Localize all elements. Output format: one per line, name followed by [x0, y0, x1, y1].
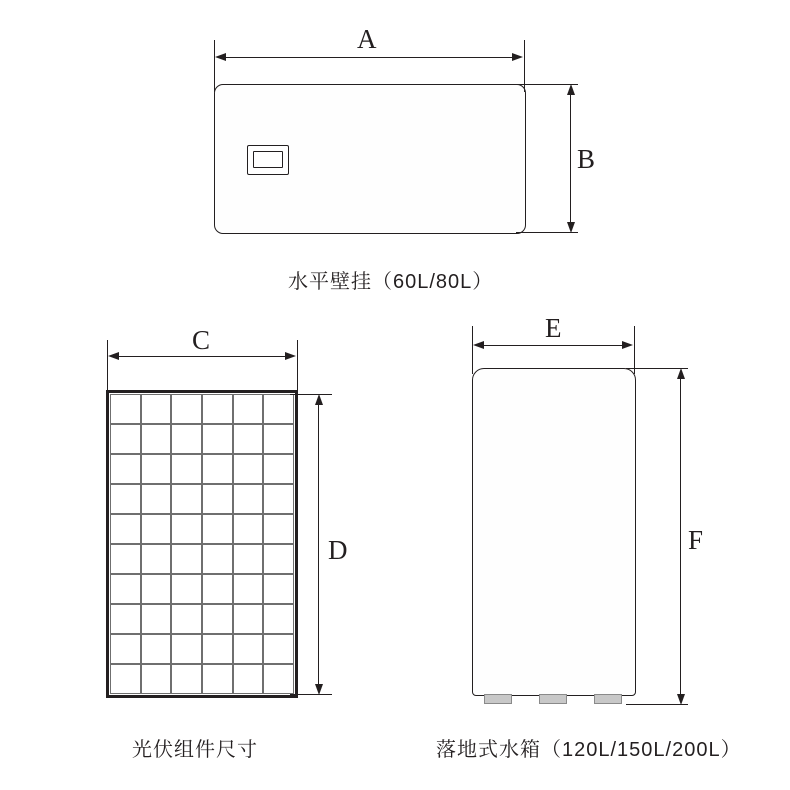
arrow-d-top: [315, 394, 323, 405]
pv-cell: [233, 574, 264, 604]
pv-cell: [263, 484, 294, 514]
arrow-d-bottom: [315, 684, 323, 695]
pv-cell: [202, 574, 233, 604]
dimension-label-d: D: [328, 535, 348, 565]
dimension-label-e: E: [545, 313, 562, 343]
extension-line-c-left: [107, 340, 108, 392]
pv-cell: [171, 394, 202, 424]
dimension-line-c: [115, 356, 289, 357]
pv-cell: [233, 604, 264, 634]
caption-floor-tank: 落地式水箱（120L/150L/200L）: [436, 739, 742, 761]
pv-cell: [141, 574, 172, 604]
caption-horizontal-tank: 水平壁挂（60L/80L）: [288, 271, 494, 293]
pv-cell: [171, 604, 202, 634]
pv-module-cell-grid: [110, 394, 294, 694]
pv-cell: [202, 514, 233, 544]
dimension-line-b: [570, 91, 571, 225]
pv-cell: [202, 454, 233, 484]
pv-cell: [233, 424, 264, 454]
pv-cell: [171, 634, 202, 664]
arrow-a-left: [215, 53, 226, 61]
pv-cell: [110, 424, 141, 454]
pv-cell: [141, 484, 172, 514]
tank-foot: [594, 694, 622, 704]
pv-cell: [233, 634, 264, 664]
pv-cell: [141, 544, 172, 574]
pv-cell: [233, 514, 264, 544]
pv-cell: [202, 634, 233, 664]
pv-cell: [141, 634, 172, 664]
pv-cell: [171, 574, 202, 604]
dimension-line-a: [222, 57, 516, 58]
pv-cell: [141, 514, 172, 544]
pv-cell: [110, 394, 141, 424]
arrow-c-left: [108, 352, 119, 360]
pv-cell: [263, 544, 294, 574]
pv-cell: [110, 454, 141, 484]
pv-cell: [202, 544, 233, 574]
arrow-e-right: [622, 341, 633, 349]
pv-cell: [202, 484, 233, 514]
dimension-label-a: A: [357, 24, 377, 54]
pv-cell: [141, 664, 172, 694]
pv-cell: [141, 454, 172, 484]
pv-cell: [263, 574, 294, 604]
pv-cell: [263, 514, 294, 544]
arrow-b-top: [567, 84, 575, 95]
pv-cell: [141, 394, 172, 424]
arrow-e-left: [473, 341, 484, 349]
pv-cell: [263, 424, 294, 454]
pv-cell: [233, 484, 264, 514]
pv-cell: [233, 394, 264, 424]
dimension-label-f: F: [688, 525, 704, 555]
pv-cell: [263, 454, 294, 484]
extension-line-d-top: [290, 394, 332, 395]
pv-cell: [110, 664, 141, 694]
pv-cell: [263, 634, 294, 664]
extension-line-e-right: [634, 326, 635, 374]
pv-cell: [263, 664, 294, 694]
dimension-label-b: B: [577, 144, 596, 174]
caption-pv-module: 光伏组件尺寸: [132, 739, 258, 761]
arrow-c-right: [285, 352, 296, 360]
control-panel-display: [253, 151, 283, 168]
pv-cell: [141, 424, 172, 454]
pv-cell: [233, 544, 264, 574]
dimension-line-d: [318, 401, 319, 687]
arrow-f-bottom: [677, 694, 685, 705]
dimension-line-e: [480, 345, 626, 346]
extension-line-e-left: [472, 326, 473, 374]
pv-cell: [202, 664, 233, 694]
arrow-a-right: [512, 53, 523, 61]
pv-cell: [202, 604, 233, 634]
pv-cell: [110, 544, 141, 574]
pv-cell: [171, 664, 202, 694]
tank-foot: [484, 694, 512, 704]
pv-cell: [263, 604, 294, 634]
dimension-line-f: [680, 375, 681, 697]
pv-cell: [171, 454, 202, 484]
pv-cell: [110, 514, 141, 544]
pv-cell: [171, 424, 202, 454]
pv-cell: [202, 394, 233, 424]
extension-line-d-bottom: [290, 694, 332, 695]
pv-cell: [263, 394, 294, 424]
extension-line-c-right: [297, 340, 298, 392]
dimension-label-c: C: [192, 325, 211, 355]
pv-cell: [171, 544, 202, 574]
tank-foot: [539, 694, 567, 704]
pv-cell: [233, 454, 264, 484]
pv-cell: [171, 514, 202, 544]
pv-cell: [110, 574, 141, 604]
floor-tank-body: [472, 368, 636, 696]
pv-cell: [171, 484, 202, 514]
pv-cell: [141, 604, 172, 634]
extension-line-a-left: [214, 40, 215, 92]
pv-cell: [110, 634, 141, 664]
pv-cell: [110, 604, 141, 634]
arrow-b-bottom: [567, 222, 575, 233]
pv-cell: [202, 424, 233, 454]
pv-cell: [233, 664, 264, 694]
pv-cell: [110, 484, 141, 514]
arrow-f-top: [677, 368, 685, 379]
